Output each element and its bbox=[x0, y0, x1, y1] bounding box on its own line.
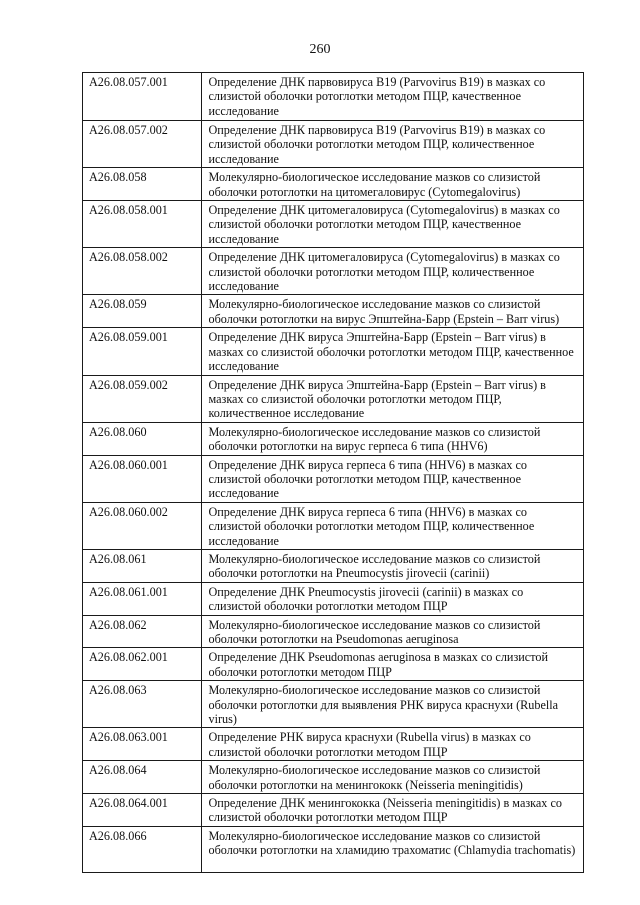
table-row bbox=[83, 728, 584, 761]
table-row bbox=[83, 328, 584, 375]
table-row bbox=[83, 549, 584, 582]
table-row bbox=[83, 826, 584, 872]
service-description: Молекулярно-биологическое исследование мазков со слизистой оболочки ротоглотки на менингококк (Neisseria meningitidis) bbox=[202, 761, 584, 794]
service-code: A26.08.060 bbox=[83, 422, 202, 455]
service-code: A26.08.063.001 bbox=[83, 728, 202, 761]
service-code: A26.08.059 bbox=[83, 295, 202, 328]
table-row bbox=[83, 121, 584, 168]
table-row bbox=[83, 648, 584, 681]
service-description: Определение ДНК парвовируса В19 (Parvovirus В19) в мазках со слизистой оболочки ротоглотки методом ПЦР, количественное исследование bbox=[202, 121, 584, 168]
service-code: A26.08.059.001 bbox=[83, 328, 202, 375]
table-row bbox=[83, 248, 584, 295]
service-description: Определение ДНК Pneumocystis jirovecii (carinii) в мазках со слизистой оболочки ротоглотки методом ПЦР bbox=[202, 582, 584, 615]
service-code: A26.08.058.002 bbox=[83, 248, 202, 295]
table-row bbox=[83, 455, 584, 502]
service-code: A26.08.062.001 bbox=[83, 648, 202, 681]
service-description: Молекулярно-биологическое исследование мазков со слизистой оболочки ротоглотки на Pseudomonas aeruginosa bbox=[202, 615, 584, 648]
service-description: Молекулярно-биологическое исследование мазков со слизистой оболочки ротоглотки на вирус Эпштейна-Барр (Epstein – Barr virus) bbox=[202, 295, 584, 328]
table-row bbox=[83, 761, 584, 794]
table-row bbox=[83, 615, 584, 648]
service-code: A26.08.060.002 bbox=[83, 502, 202, 549]
service-code: A26.08.064.001 bbox=[83, 794, 202, 827]
service-description: Определение ДНК парвовируса В19 (Parvovirus В19) в мазках со слизистой оболочки ротоглотки методом ПЦР, качественное исследование bbox=[202, 73, 584, 121]
table-row bbox=[83, 582, 584, 615]
service-code: A26.08.057.001 bbox=[83, 73, 202, 121]
service-description: Определение ДНК вируса герпеса 6 типа (HHV6) в мазках со слизистой оболочки ротоглотки методом ПЦР, количественное исследование bbox=[202, 502, 584, 549]
table-row bbox=[83, 73, 584, 121]
service-description: Определение ДНК вируса Эпштейна-Барр (Epstein – Barr virus) в мазках со слизистой оболочки ротоглотки методом ПЦР, качественное исследование bbox=[202, 328, 584, 375]
service-code: A26.08.062 bbox=[83, 615, 202, 648]
service-code: A26.08.066 bbox=[83, 826, 202, 872]
service-description: Определение РНК вируса краснухи (Rubella virus) в мазках со слизистой оболочки ротоглотки методом ПЦР bbox=[202, 728, 584, 761]
table-row bbox=[83, 375, 584, 422]
service-code: A26.08.057.002 bbox=[83, 121, 202, 168]
service-description: Молекулярно-биологическое исследование мазков со слизистой оболочки ротоглотки на Pneumocystis jirovecii (carinii) bbox=[202, 549, 584, 582]
page-number: 260 bbox=[309, 42, 331, 57]
service-description: Определение ДНК Pseudomonas aeruginosa в мазках со слизистой оболочки ротоглотки методом ПЦР bbox=[202, 648, 584, 681]
table-row bbox=[83, 422, 584, 455]
service-code: A26.08.060.001 bbox=[83, 455, 202, 502]
table-row bbox=[83, 681, 584, 728]
table-row bbox=[83, 295, 584, 328]
services-table bbox=[82, 72, 584, 873]
service-code: A26.08.064 bbox=[83, 761, 202, 794]
service-description: Молекулярно-биологическое исследование мазков со слизистой оболочки ротоглотки на хламидию трахоматис (Chlamydia trachomatis) bbox=[202, 826, 584, 872]
service-description: Определение ДНК цитомегаловируса (Cytomegalovirus) в мазках со слизистой оболочки ротоглотки методом ПЦР, качественное исследование bbox=[202, 201, 584, 248]
service-code: A26.08.058 bbox=[83, 168, 202, 201]
service-description: Определение ДНК вируса Эпштейна-Барр (Epstein – Barr virus) в мазках со слизистой оболочки ротоглотки методом ПЦР, количественное исследование bbox=[202, 375, 584, 422]
table-row bbox=[83, 794, 584, 827]
table-row bbox=[83, 502, 584, 549]
service-code: A26.08.059.002 bbox=[83, 375, 202, 422]
table-row bbox=[83, 168, 584, 201]
service-description: Молекулярно-биологическое исследование мазков со слизистой оболочки ротоглотки для выявления РНК вируса краснухи (Rubella virus) bbox=[202, 681, 584, 728]
service-description: Молекулярно-биологическое исследование мазков со слизистой оболочки ротоглотки на цитомегаловирус (Cytomegalovirus) bbox=[202, 168, 584, 201]
service-code: A26.08.061 bbox=[83, 549, 202, 582]
table-row bbox=[83, 201, 584, 248]
service-description: Молекулярно-биологическое исследование мазков со слизистой оболочки ротоглотки на вирус герпеса 6 типа (HHV6) bbox=[202, 422, 584, 455]
service-description: Определение ДНК менингококка (Neisseria meningitidis) в мазках со слизистой оболочки ротоглотки методом ПЦР bbox=[202, 794, 584, 827]
service-code: A26.08.061.001 bbox=[83, 582, 202, 615]
service-description: Определение ДНК вируса герпеса 6 типа (HHV6) в мазках со слизистой оболочки ротоглотки методом ПЦР, качественное исследование bbox=[202, 455, 584, 502]
service-code: A26.08.058.001 bbox=[83, 201, 202, 248]
service-code: A26.08.063 bbox=[83, 681, 202, 728]
service-description: Определение ДНК цитомегаловируса (Cytomegalovirus) в мазках со слизистой оболочки ротоглотки методом ПЦР, количественное исследование bbox=[202, 248, 584, 295]
